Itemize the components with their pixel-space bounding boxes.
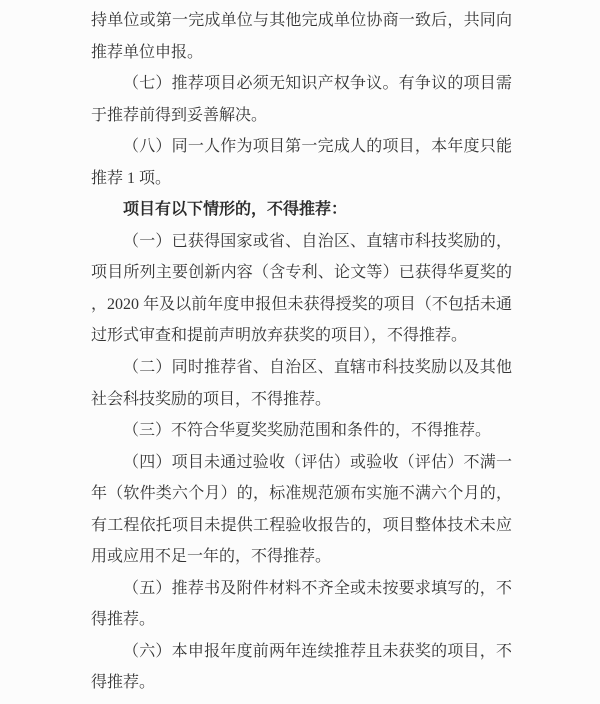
paragraph-item-6: （六）本申报年度前两年连续推荐且未获奖的项目，不得推荐。 bbox=[91, 642, 512, 692]
paragraph-item-8: （八）同一人作为项目第一完成人的项目，本年度只能推荐 1 项。 bbox=[91, 138, 512, 187]
section-heading-not-recommendable: 项目有以下情形的，不得推荐： bbox=[123, 201, 348, 219]
paragraph-item-1: （一）已获得国家或省、自治区、直辖市科技奖励的，项目所列主要创新内容（含专利、论文等）已获得华夏奖的，2020 年及以前年度申报但未获得授奖的项目（不包括未通过形式审查和提前声明放弃获奖的项目），不得推荐。 bbox=[91, 232, 512, 345]
paragraph-item-2: （二）同时推荐省、自治区、直辖市科技奖励以及其他社会科技奖励的项目，不得推荐。 bbox=[91, 359, 512, 408]
paragraph-item-5: （五）推荐书及附件材料不齐全或未按要求填写的，不得推荐。 bbox=[91, 579, 512, 629]
paragraph-item-4: （四）项目未通过验收（评估）或验收（评估）不满一年（软件类六个月）的，标准规范颁布实施不满六个月的，有工程依托项目未提供工程验收报告的，项目整体技术未应用或应用不足一年的，不得推荐。 bbox=[91, 453, 512, 566]
document-body bbox=[91, 5, 512, 699]
paragraph-continuation: 持单位或第一完成单位与其他完成单位协商一致后，共同向推荐单位申报。 bbox=[91, 12, 512, 61]
paragraph-item-3: （三）不符合华夏奖奖励范围和条件的，不得推荐。 bbox=[123, 422, 492, 440]
paragraph-item-7: （七）推荐项目必须无知识产权争议。有争议的项目需于推荐前得到妥善解决。 bbox=[91, 75, 512, 124]
